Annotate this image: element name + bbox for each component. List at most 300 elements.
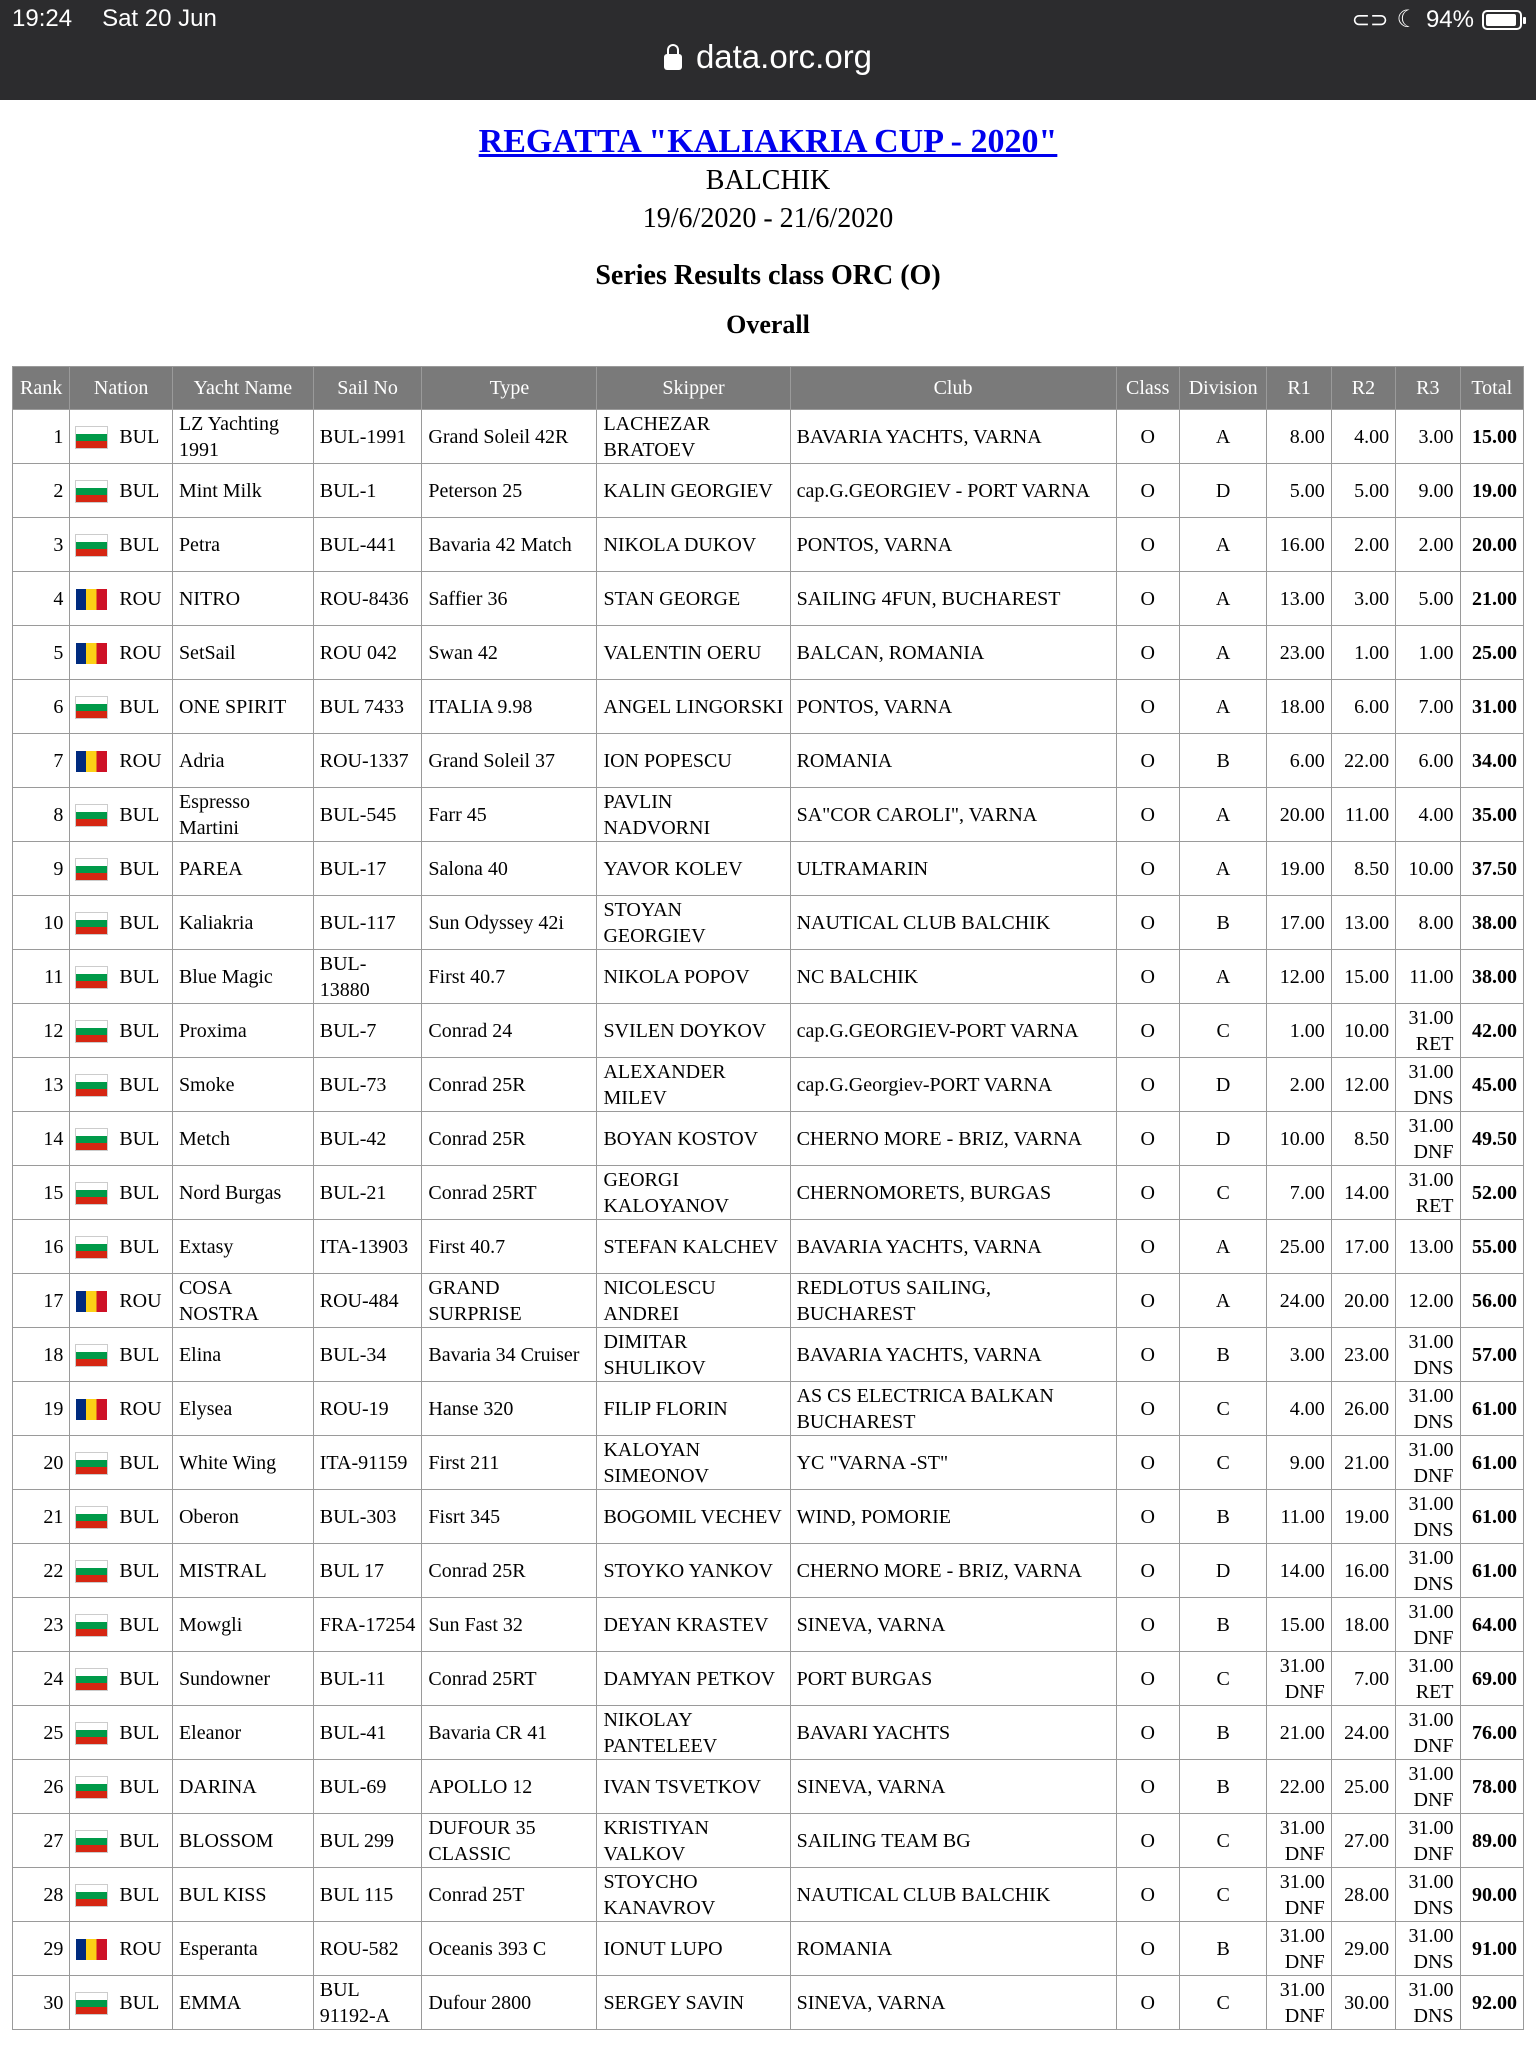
table-row xyxy=(13,410,1524,464)
cell-club: YC "VARNA -ST" xyxy=(790,1436,1116,1490)
bulgaria-flag-icon xyxy=(76,1993,107,2014)
cell-r1: 6.00 xyxy=(1267,734,1331,788)
cell-nation xyxy=(70,1490,173,1544)
cell-total: 78.00 xyxy=(1460,1760,1523,1814)
bulgaria-flag-icon xyxy=(76,1075,107,1096)
cell-cls: O xyxy=(1116,1112,1179,1166)
battery-icon xyxy=(1482,10,1522,30)
cell-cls: O xyxy=(1116,1868,1179,1922)
cell-r1: 19.00 xyxy=(1267,842,1331,896)
cell-r2: 23.00 xyxy=(1331,1328,1395,1382)
cell-skipper: STOYAN GEORGIEV xyxy=(597,896,790,950)
cell-skipper: FILIP FLORIN xyxy=(597,1382,790,1436)
column-header: R3 xyxy=(1396,367,1460,410)
cell-sail: BUL 115 xyxy=(313,1868,422,1922)
regatta-place: BALCHIK xyxy=(705,165,831,196)
cell-r2: 8.50 xyxy=(1331,842,1395,896)
bulgaria-flag-icon xyxy=(76,1183,107,1204)
cell-division: A xyxy=(1179,842,1267,896)
cell-r1: 1.00 xyxy=(1267,1004,1331,1058)
cell-type: Conrad 25RT xyxy=(422,1166,597,1220)
cell-cls: O xyxy=(1116,1598,1179,1652)
nation-code: ROU xyxy=(119,749,162,772)
table-row xyxy=(13,1382,1524,1436)
cell-nation xyxy=(70,1922,173,1976)
cell-yacht: Nord Burgas xyxy=(172,1166,313,1220)
cell-total: 21.00 xyxy=(1460,572,1523,626)
cell-division: B xyxy=(1179,1706,1267,1760)
bulgaria-flag-icon xyxy=(76,1237,107,1258)
cell-r3: 13.00 xyxy=(1396,1220,1460,1274)
cell-division: A xyxy=(1179,518,1267,572)
nation-code: BUL xyxy=(119,1667,160,1690)
cell-rank: 16 xyxy=(13,1220,70,1274)
table-row xyxy=(13,680,1524,734)
cell-type: Peterson 25 xyxy=(422,464,597,518)
cell-r1: 16.00 xyxy=(1267,518,1331,572)
cell-cls: O xyxy=(1116,1166,1179,1220)
cell-type: Oceanis 393 C xyxy=(422,1922,597,1976)
cell-r3: 31.00 DNS xyxy=(1396,1490,1460,1544)
cell-r2: 13.00 xyxy=(1331,896,1395,950)
cell-r2: 21.00 xyxy=(1331,1436,1395,1490)
cell-skipper: VALENTIN OERU xyxy=(597,626,790,680)
cell-total: 38.00 xyxy=(1460,950,1523,1004)
cell-type: Conrad 25R xyxy=(422,1058,597,1112)
cell-nation xyxy=(70,1328,173,1382)
cell-r2: 15.00 xyxy=(1331,950,1395,1004)
bulgaria-flag-icon xyxy=(76,967,107,988)
cell-type: Sun Odyssey 42i xyxy=(422,896,597,950)
cell-r2: 17.00 xyxy=(1331,1220,1395,1274)
romania-flag-icon xyxy=(76,751,107,772)
bulgaria-flag-icon xyxy=(76,535,107,556)
cell-rank: 8 xyxy=(13,788,70,842)
cell-rank: 25 xyxy=(13,1706,70,1760)
table-row xyxy=(13,842,1524,896)
cell-r2: 28.00 xyxy=(1331,1868,1395,1922)
cell-r1: 11.00 xyxy=(1267,1490,1331,1544)
cell-division: B xyxy=(1179,1490,1267,1544)
cell-club: PORT BURGAS xyxy=(790,1652,1116,1706)
nation-code: BUL xyxy=(119,1721,160,1744)
cell-sail: BUL-11 xyxy=(313,1652,422,1706)
column-header: Type xyxy=(422,367,597,410)
cell-type: Conrad 25R xyxy=(422,1544,597,1598)
cell-r3: 31.00 DNS xyxy=(1396,1058,1460,1112)
cell-club: SINEVA, VARNA xyxy=(790,1976,1116,2030)
cell-division: C xyxy=(1179,1382,1267,1436)
cell-club: BAVARI YACHTS xyxy=(790,1706,1116,1760)
cell-r3: 8.00 xyxy=(1396,896,1460,950)
cell-skipper: KALOYAN SIMEONOV xyxy=(597,1436,790,1490)
cell-yacht: Kaliakria xyxy=(172,896,313,950)
cell-yacht: Mint Milk xyxy=(172,464,313,518)
cell-nation xyxy=(70,572,173,626)
nation-code: BUL xyxy=(119,1505,160,1528)
cell-division: B xyxy=(1179,734,1267,788)
cell-cls: O xyxy=(1116,1814,1179,1868)
cell-total: 55.00 xyxy=(1460,1220,1523,1274)
cell-type: Conrad 25T xyxy=(422,1868,597,1922)
cell-nation xyxy=(70,1598,173,1652)
cell-rank: 19 xyxy=(13,1382,70,1436)
cell-rank: 9 xyxy=(13,842,70,896)
address-bar[interactable] xyxy=(0,38,1536,76)
moon-icon: ☾ xyxy=(1396,6,1418,33)
cell-r1: 31.00 DNF xyxy=(1267,1652,1331,1706)
cell-division: D xyxy=(1179,1058,1267,1112)
cell-nation xyxy=(70,1058,173,1112)
cell-type: Dufour 2800 xyxy=(422,1976,597,2030)
cell-sail: BUL-13880 xyxy=(313,950,422,1004)
cell-cls: O xyxy=(1116,1328,1179,1382)
nation-code: BUL xyxy=(119,803,160,826)
cell-division: A xyxy=(1179,950,1267,1004)
cell-yacht: Petra xyxy=(172,518,313,572)
cell-cls: O xyxy=(1116,410,1179,464)
table-row xyxy=(13,1220,1524,1274)
cell-club: SINEVA, VARNA xyxy=(790,1760,1116,1814)
cell-yacht: EMMA xyxy=(172,1976,313,2030)
nation-code: BUL xyxy=(119,1775,160,1798)
cell-type: Fisrt 345 xyxy=(422,1490,597,1544)
cell-cls: O xyxy=(1116,1706,1179,1760)
cell-nation xyxy=(70,1544,173,1598)
cell-rank: 3 xyxy=(13,518,70,572)
cell-total: 56.00 xyxy=(1460,1274,1523,1328)
cell-skipper: DAMYAN PETKOV xyxy=(597,1652,790,1706)
cell-cls: O xyxy=(1116,1652,1179,1706)
table-row xyxy=(13,1544,1524,1598)
cell-cls: O xyxy=(1116,1058,1179,1112)
nation-code: BUL xyxy=(119,1559,160,1582)
cell-yacht: LZ Yachting 1991 xyxy=(172,410,313,464)
cell-r3: 2.00 xyxy=(1396,518,1460,572)
cell-club: cap.G.GEORGIEV-PORT VARNA xyxy=(790,1004,1116,1058)
cell-rank: 23 xyxy=(13,1598,70,1652)
cell-r1: 31.00 DNF xyxy=(1267,1868,1331,1922)
cell-division: B xyxy=(1179,1760,1267,1814)
cell-nation xyxy=(70,1436,173,1490)
bulgaria-flag-icon xyxy=(76,1507,107,1528)
cell-skipper: PAVLIN NADVORNI xyxy=(597,788,790,842)
table-row xyxy=(13,950,1524,1004)
cell-cls: O xyxy=(1116,1922,1179,1976)
cell-r3: 31.00 DNS xyxy=(1396,1544,1460,1598)
cell-sail: ROU-484 xyxy=(313,1274,422,1328)
cell-r2: 14.00 xyxy=(1331,1166,1395,1220)
nation-code: BUL xyxy=(119,1181,160,1204)
cell-nation xyxy=(70,1760,173,1814)
cell-skipper: NIKOLAY PANTELEEV xyxy=(597,1706,790,1760)
column-header: Yacht Name xyxy=(172,367,313,410)
bulgaria-flag-icon xyxy=(76,481,107,502)
cell-nation xyxy=(70,950,173,1004)
cell-r3: 10.00 xyxy=(1396,842,1460,896)
cell-total: 37.50 xyxy=(1460,842,1523,896)
cell-r1: 31.00 DNF xyxy=(1267,1976,1331,2030)
cell-type: Bavaria 42 Match xyxy=(422,518,597,572)
overall-heading: Overall xyxy=(726,310,810,339)
cell-club: REDLOTUS SAILING, BUCHAREST xyxy=(790,1274,1116,1328)
cell-r3: 31.00 DNF xyxy=(1396,1436,1460,1490)
cell-sail: BUL 17 xyxy=(313,1544,422,1598)
cell-yacht: PAREA xyxy=(172,842,313,896)
status-bar-right xyxy=(1352,5,1522,34)
cell-rank: 4 xyxy=(13,572,70,626)
results-table xyxy=(12,366,1524,2030)
page-header xyxy=(0,122,1536,342)
cell-division: C xyxy=(1179,1436,1267,1490)
nation-code: ROU xyxy=(119,587,162,610)
cell-cls: O xyxy=(1116,950,1179,1004)
cell-total: 38.00 xyxy=(1460,896,1523,950)
cell-division: B xyxy=(1179,1922,1267,1976)
cell-yacht: Mowgli xyxy=(172,1598,313,1652)
cell-yacht: Esperanta xyxy=(172,1922,313,1976)
table-row xyxy=(13,1112,1524,1166)
table-row xyxy=(13,1058,1524,1112)
cell-cls: O xyxy=(1116,734,1179,788)
cell-type: First 40.7 xyxy=(422,950,597,1004)
cell-r2: 5.00 xyxy=(1331,464,1395,518)
table-row xyxy=(13,1760,1524,1814)
cell-cls: O xyxy=(1116,788,1179,842)
cell-r2: 16.00 xyxy=(1331,1544,1395,1598)
cell-type: Saffier 36 xyxy=(422,572,597,626)
cell-r3: 31.00 RET xyxy=(1396,1004,1460,1058)
cell-nation xyxy=(70,1166,173,1220)
cell-rank: 28 xyxy=(13,1868,70,1922)
cell-nation xyxy=(70,1004,173,1058)
cell-total: 90.00 xyxy=(1460,1868,1523,1922)
cell-sail: FRA-17254 xyxy=(313,1598,422,1652)
cell-r3: 31.00 RET xyxy=(1396,1166,1460,1220)
table-row xyxy=(13,1166,1524,1220)
cell-club: cap.G.Georgiev-PORT VARNA xyxy=(790,1058,1116,1112)
cell-club: BAVARIA YACHTS, VARNA xyxy=(790,1220,1116,1274)
cell-total: 61.00 xyxy=(1460,1544,1523,1598)
table-row xyxy=(13,1868,1524,1922)
cell-r3: 12.00 xyxy=(1396,1274,1460,1328)
cell-r2: 2.00 xyxy=(1331,518,1395,572)
cell-r2: 27.00 xyxy=(1331,1814,1395,1868)
cell-sail: ROU-582 xyxy=(313,1922,422,1976)
cell-nation xyxy=(70,1706,173,1760)
cell-yacht: ONE SPIRIT xyxy=(172,680,313,734)
cell-total: 19.00 xyxy=(1460,464,1523,518)
table-row xyxy=(13,1490,1524,1544)
cell-skipper: DIMITAR SHULIKOV xyxy=(597,1328,790,1382)
cell-r1: 21.00 xyxy=(1267,1706,1331,1760)
cell-total: 49.50 xyxy=(1460,1112,1523,1166)
cell-cls: O xyxy=(1116,1382,1179,1436)
cell-rank: 14 xyxy=(13,1112,70,1166)
cell-r3: 31.00 DNF xyxy=(1396,1814,1460,1868)
cell-type: Conrad 25RT xyxy=(422,1652,597,1706)
cell-sail: BUL-17 xyxy=(313,842,422,896)
cell-sail: BUL-303 xyxy=(313,1490,422,1544)
nation-code: BUL xyxy=(119,911,160,934)
cell-rank: 20 xyxy=(13,1436,70,1490)
cell-total: 52.00 xyxy=(1460,1166,1523,1220)
cell-division: C xyxy=(1179,1004,1267,1058)
column-header: Nation xyxy=(70,367,173,410)
cell-cls: O xyxy=(1116,1976,1179,2030)
bulgaria-flag-icon xyxy=(76,1777,107,1798)
cell-yacht: Elina xyxy=(172,1328,313,1382)
bulgaria-flag-icon xyxy=(76,1831,107,1852)
table-row xyxy=(13,1706,1524,1760)
cell-nation xyxy=(70,626,173,680)
regatta-title-link[interactable]: REGATTA "KALIAKRIA CUP - 2020" xyxy=(478,123,1058,160)
cell-total: 57.00 xyxy=(1460,1328,1523,1382)
cell-nation xyxy=(70,1220,173,1274)
cell-nation xyxy=(70,1112,173,1166)
cell-yacht: Extasy xyxy=(172,1220,313,1274)
cell-skipper: STEFAN KALCHEV xyxy=(597,1220,790,1274)
cell-type: Conrad 25R xyxy=(422,1112,597,1166)
cell-cls: O xyxy=(1116,1490,1179,1544)
cell-total: 25.00 xyxy=(1460,626,1523,680)
cell-total: 20.00 xyxy=(1460,518,1523,572)
cell-club: NAUTICAL CLUB BALCHIK xyxy=(790,896,1116,950)
cell-cls: O xyxy=(1116,1220,1179,1274)
cell-rank: 7 xyxy=(13,734,70,788)
cell-club: AS CS ELECTRICA BALKAN BUCHAREST xyxy=(790,1382,1116,1436)
cell-skipper: BOGOMIL VECHEV xyxy=(597,1490,790,1544)
cell-yacht: Eleanor xyxy=(172,1706,313,1760)
cell-total: 69.00 xyxy=(1460,1652,1523,1706)
cell-r1: 2.00 xyxy=(1267,1058,1331,1112)
table-row xyxy=(13,572,1524,626)
cell-r3: 31.00 DNF xyxy=(1396,1760,1460,1814)
table-row xyxy=(13,1328,1524,1382)
cell-skipper: KRISTIYAN VALKOV xyxy=(597,1814,790,1868)
cell-rank: 24 xyxy=(13,1652,70,1706)
cell-r2: 29.00 xyxy=(1331,1922,1395,1976)
cell-sail: ITA-91159 xyxy=(313,1436,422,1490)
column-header: R1 xyxy=(1267,367,1331,410)
cell-yacht: BLOSSOM xyxy=(172,1814,313,1868)
cell-r2: 24.00 xyxy=(1331,1706,1395,1760)
cell-r1: 23.00 xyxy=(1267,626,1331,680)
cell-yacht: DARINA xyxy=(172,1760,313,1814)
cell-r1: 5.00 xyxy=(1267,464,1331,518)
cell-r1: 3.00 xyxy=(1267,1328,1331,1382)
cell-rank: 29 xyxy=(13,1922,70,1976)
cell-division: B xyxy=(1179,1598,1267,1652)
cell-total: 91.00 xyxy=(1460,1922,1523,1976)
bulgaria-flag-icon xyxy=(76,805,107,826)
cell-sail: ROU-8436 xyxy=(313,572,422,626)
table-row xyxy=(13,1652,1524,1706)
cell-skipper: SVILEN DOYKOV xyxy=(597,1004,790,1058)
cell-type: Salona 40 xyxy=(422,842,597,896)
cell-type: Swan 42 xyxy=(422,626,597,680)
regatta-dates: 19/6/2020 - 21/6/2020 xyxy=(642,203,894,234)
cell-skipper: SERGEY SAVIN xyxy=(597,1976,790,2030)
cell-club: ROMANIA xyxy=(790,1922,1116,1976)
cell-total: 92.00 xyxy=(1460,1976,1523,2030)
cell-club: NC BALCHIK xyxy=(790,950,1116,1004)
cell-r1: 10.00 xyxy=(1267,1112,1331,1166)
column-header: Club xyxy=(790,367,1116,410)
cell-type: Bavaria 34 Cruiser xyxy=(422,1328,597,1382)
nation-code: BUL xyxy=(119,1235,160,1258)
cell-nation xyxy=(70,464,173,518)
cell-total: 76.00 xyxy=(1460,1706,1523,1760)
cell-r1: 31.00 DNF xyxy=(1267,1922,1331,1976)
cell-rank: 22 xyxy=(13,1544,70,1598)
nation-code: BUL xyxy=(119,1451,160,1474)
nation-code: BUL xyxy=(119,857,160,880)
cell-skipper: NIKOLA POPOV xyxy=(597,950,790,1004)
bulgaria-flag-icon xyxy=(76,1561,107,1582)
bulgaria-flag-icon xyxy=(76,1453,107,1474)
cell-yacht: Elysea xyxy=(172,1382,313,1436)
table-row xyxy=(13,1922,1524,1976)
cell-r2: 25.00 xyxy=(1331,1760,1395,1814)
cell-skipper: ANGEL LINGORSKI xyxy=(597,680,790,734)
cell-r1: 8.00 xyxy=(1267,410,1331,464)
cell-yacht: Blue Magic xyxy=(172,950,313,1004)
cell-club: NAUTICAL CLUB BALCHIK xyxy=(790,1868,1116,1922)
cell-total: 42.00 xyxy=(1460,1004,1523,1058)
cell-nation xyxy=(70,896,173,950)
cell-club: PONTOS, VARNA xyxy=(790,680,1116,734)
cell-yacht: Sundowner xyxy=(172,1652,313,1706)
cell-skipper: ALEXANDER MILEV xyxy=(597,1058,790,1112)
bulgaria-flag-icon xyxy=(76,913,107,934)
cell-cls: O xyxy=(1116,1004,1179,1058)
cell-club: BAVARIA YACHTS, VARNA xyxy=(790,1328,1116,1382)
bulgaria-flag-icon xyxy=(76,1129,107,1150)
cell-r3: 9.00 xyxy=(1396,464,1460,518)
bulgaria-flag-icon xyxy=(76,859,107,880)
nation-code: BUL xyxy=(119,479,160,502)
cell-skipper: DEYAN KRASTEV xyxy=(597,1598,790,1652)
cell-yacht: COSA NOSTRA xyxy=(172,1274,313,1328)
cell-total: 35.00 xyxy=(1460,788,1523,842)
cell-skipper: BOYAN KOSTOV xyxy=(597,1112,790,1166)
cell-division: C xyxy=(1179,1868,1267,1922)
cell-rank: 6 xyxy=(13,680,70,734)
cell-division: D xyxy=(1179,464,1267,518)
cell-cls: O xyxy=(1116,518,1179,572)
cell-club: BALCAN, ROMANIA xyxy=(790,626,1116,680)
cell-nation xyxy=(70,410,173,464)
cell-division: D xyxy=(1179,1544,1267,1598)
series-title: Series Results class ORC (O) xyxy=(595,260,941,291)
cell-r3: 31.00 DNS xyxy=(1396,1922,1460,1976)
cell-r1: 17.00 xyxy=(1267,896,1331,950)
status-time: 19:24 xyxy=(12,5,73,32)
cell-club: ROMANIA xyxy=(790,734,1116,788)
cell-rank: 11 xyxy=(13,950,70,1004)
cell-r1: 22.00 xyxy=(1267,1760,1331,1814)
cell-rank: 26 xyxy=(13,1760,70,1814)
cell-type: ITALIA 9.98 xyxy=(422,680,597,734)
cell-sail: BUL-21 xyxy=(313,1166,422,1220)
cell-r1: 18.00 xyxy=(1267,680,1331,734)
cell-yacht: White Wing xyxy=(172,1436,313,1490)
nation-code: ROU xyxy=(119,1937,162,1960)
table-body xyxy=(13,410,1524,2030)
cell-r2: 30.00 xyxy=(1331,1976,1395,2030)
cell-club: CHERNOMORETS, BURGAS xyxy=(790,1166,1116,1220)
